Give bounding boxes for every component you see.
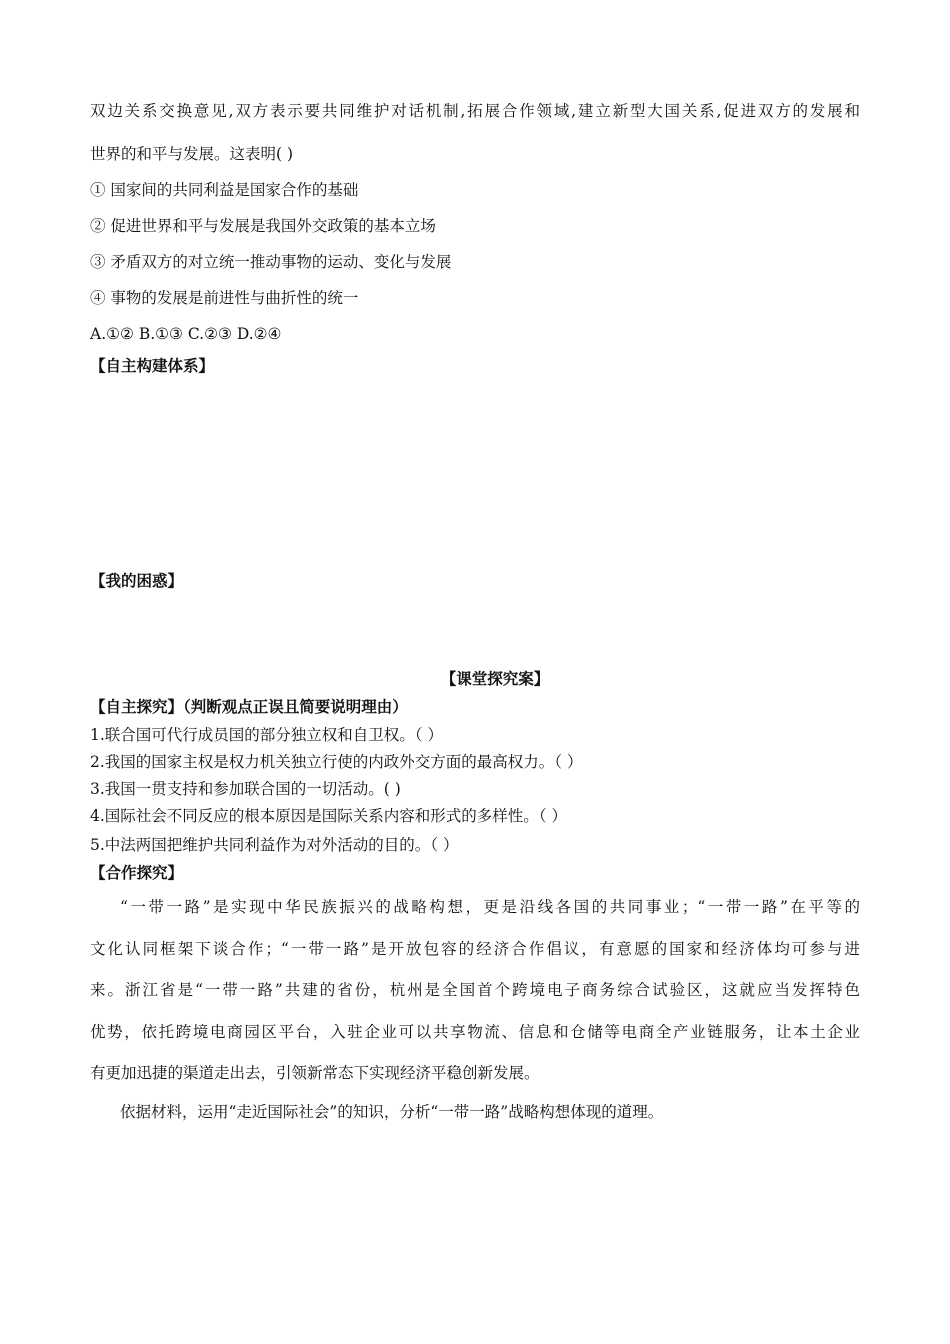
cooperative-question: 依据材料，运用“走近国际社会”的知识，分析“一带一路”战略构想体现的道理。 (120, 1103, 664, 1121)
classroom-title (0, 669, 950, 689)
option-2: ② 促进世界和平与发展是我国外交政策的基本立场 (90, 217, 436, 235)
cooperative-heading: 【合作探究】 (90, 863, 184, 882)
option-4: ④ 事物的发展是前进性与曲折性的统一 (90, 289, 359, 307)
self-explore-heading: 【自主探究】 (90, 697, 184, 716)
judge-item-3: 3.我国一贯支持和参加联合国的一切活动。( ) (90, 780, 401, 798)
classroom-title-text: 【课堂探究案】 (440, 669, 550, 688)
answer-choices: A.①② B.①③ C.②③ D.②④ (90, 325, 282, 343)
judge-item-1: 1.联合国可代行成员国的部分独立权和自卫权。（ ） (90, 726, 443, 744)
material-line-1: “一带一路”是实现中华民族振兴的战略构想，更是沿线各国的共同事业；“一带一路”在平等的 (120, 898, 860, 916)
material-line-2: 文化认同框架下谈合作；“一带一路”是开放包容的经济合作倡议，有意愿的国家和经济体均可参与进 (90, 940, 860, 958)
section-build-heading: 【自主构建体系】 (90, 356, 215, 375)
option-1: ① 国家间的共同利益是国家合作的基础 (90, 181, 359, 199)
material-line-5: 有更加迅捷的渠道走出去，引领新常态下实现经济平稳创新发展。 (90, 1064, 540, 1082)
option-3: ③ 矛盾双方的对立统一推动事物的运动、变化与发展 (90, 253, 452, 271)
question-intro-line-2: 世界的和平与发展。这表明( ) (90, 145, 294, 163)
material-line-3: 来。浙江省是“一带一路”共建的省份，杭州是全国首个跨境电子商务综合试验区，这就应当发挥特色 (90, 981, 860, 999)
section-confusion-heading: 【我的困惑】 (90, 571, 184, 590)
judge-item-2: 2.我国的国家主权是权力机关独立行使的内政外交方面的最高权力。（ ） (90, 753, 583, 771)
judge-item-4: 4.国际社会不同反应的根本原因是国际关系内容和形式的多样性。（ ） (90, 807, 567, 825)
self-explore-heading-line (90, 697, 870, 717)
judge-item-5: 5.中法两国把维护共同利益作为对外活动的目的。（ ） (90, 836, 459, 854)
self-explore-note: （判断观点正误且简要说明理由） (183, 697, 408, 716)
material-line-4: 优势，依托跨境电商园区平台，入驻企业可以共享物流、信息和仓储等电商全产业链服务，让本土企业 (90, 1023, 860, 1041)
question-intro-line-1: 双边关系交换意见,双方表示要共同维护对话机制,拓展合作领域,建立新型大国关系,促进双方的发展和 (90, 102, 860, 120)
